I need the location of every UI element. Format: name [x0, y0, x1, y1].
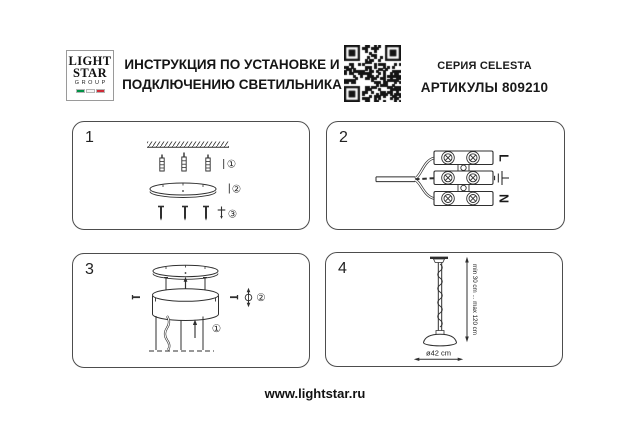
- step-1-badge: ①: [211, 323, 222, 335]
- up-arrow-icon: [193, 320, 197, 339]
- power-cord: [165, 316, 169, 350]
- terminal-block: [434, 151, 493, 206]
- terminal-label-neutral: N: [496, 193, 511, 204]
- height-range-label: min 30 cm ... max 120 cm: [471, 264, 478, 335]
- terminal-screw-icon: [467, 192, 480, 205]
- title-line-1: ИНСТРУКЦИЯ ПО УСТАНОВКЕ И: [124, 57, 340, 72]
- terminal-screw-icon: [442, 152, 455, 165]
- assembly-diagram: [73, 254, 309, 366]
- qr-code: [344, 45, 401, 102]
- step-2-badge: ②: [231, 183, 242, 196]
- wiring-diagram: [327, 122, 564, 228]
- anchor-icon: [206, 155, 210, 172]
- terminal-screw-icon: [467, 152, 480, 165]
- suspension-rods: [156, 316, 203, 350]
- pendant-lamp: [424, 258, 457, 346]
- screw-icon: [158, 207, 164, 221]
- wall-anchor-icons: [160, 153, 210, 172]
- terminal-screw-icon: [467, 172, 480, 185]
- step-panel-4: [325, 252, 563, 367]
- italian-flag-icon: [67, 89, 113, 93]
- side-screw-icon: [133, 295, 141, 299]
- logo-text: LIGHT: [68, 54, 112, 68]
- anchor-icon: [182, 153, 186, 172]
- step-panel-1: [72, 121, 310, 230]
- power-cable: [376, 177, 415, 182]
- side-screw-icon: [230, 295, 238, 299]
- anchor-icon: [160, 155, 164, 172]
- diameter-dimension: [414, 349, 463, 362]
- wire-ground: [415, 178, 434, 179]
- step-1-badge: ①: [226, 158, 237, 171]
- articles-label: АРТИКУЛЫ 809210: [420, 80, 549, 95]
- step-2-badge: ②: [256, 292, 266, 304]
- dimensions-diagram: [326, 253, 562, 365]
- height-dimension: [465, 257, 478, 342]
- step-3-badge: ③: [227, 208, 238, 221]
- terminal-label-live: L: [496, 154, 511, 162]
- panel-number: 4: [338, 260, 347, 277]
- tapping-screw-icon: [218, 207, 226, 220]
- step-1-diagram: [73, 122, 309, 228]
- logo-text: STAR: [72, 66, 108, 80]
- adjuster-screw-icon: [245, 288, 252, 307]
- panel-number: 1: [85, 129, 94, 146]
- mounting-screw-icons: [158, 207, 209, 221]
- series-label: СЕРИЯ CELESTA: [437, 60, 532, 72]
- ceiling-hatch-icon: [147, 142, 229, 148]
- panel-number: 2: [339, 129, 348, 146]
- screw-icon: [203, 207, 209, 221]
- panel-number: 3: [85, 261, 94, 278]
- website-url: www.lightstar.ru: [264, 386, 366, 401]
- diameter-label: ø42 cm: [425, 348, 452, 358]
- title-line-2: ПОДКЛЮЧЕНИЮ СВЕТИЛЬНИКА: [122, 77, 342, 92]
- wire-live: [415, 158, 434, 179]
- terminal-screw-icon: [442, 172, 455, 185]
- logo-group-text: GROUP: [74, 80, 108, 86]
- lamp-shade: [424, 334, 457, 346]
- wire-neutral: [415, 180, 434, 199]
- lightstar-logo: [66, 50, 114, 101]
- terminal-screw-icon: [442, 192, 455, 205]
- screw-icon: [182, 207, 188, 221]
- step-panel-3: [72, 253, 310, 368]
- page-title: [118, 55, 346, 95]
- mounting-plate: [150, 183, 216, 198]
- canopy: [153, 289, 219, 321]
- earth-ground-icon: [495, 171, 509, 185]
- step-panel-2: [326, 121, 565, 230]
